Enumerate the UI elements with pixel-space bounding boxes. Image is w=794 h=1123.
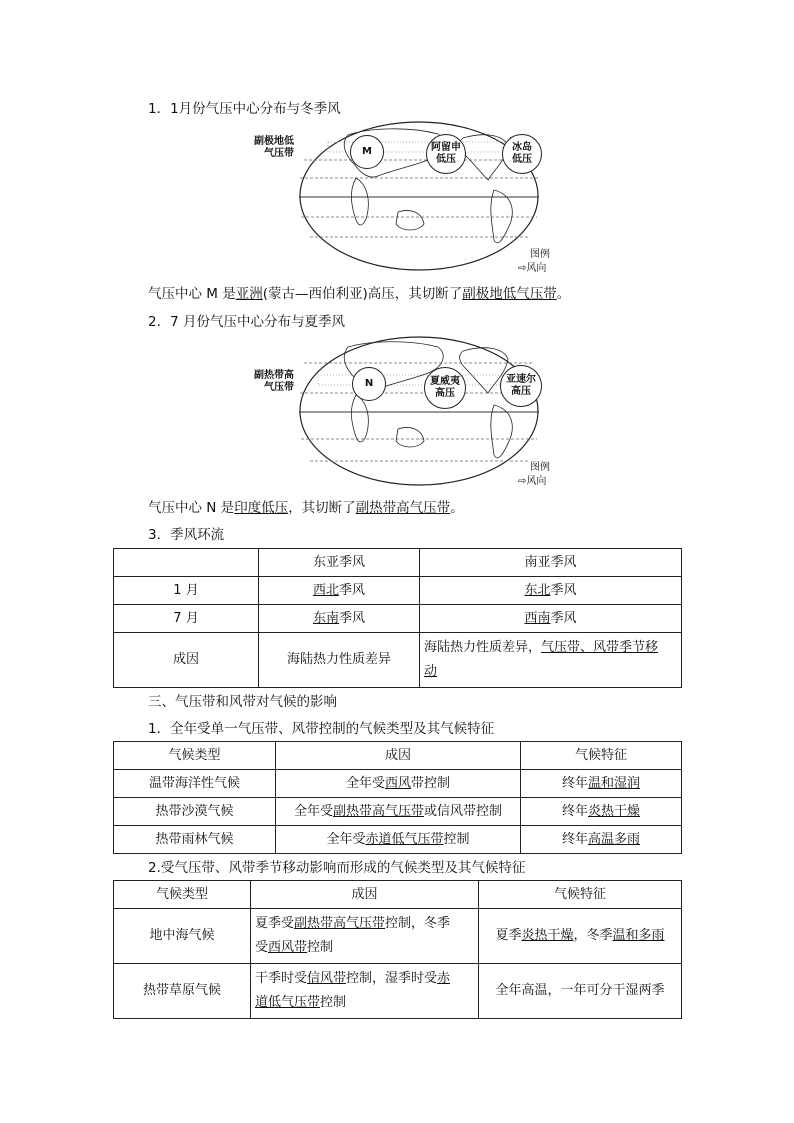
- legend-item-jan-label: 风向: [526, 263, 547, 274]
- cause-a1: 干季时受: [255, 971, 308, 986]
- feature-p1: 夏季: [495, 928, 522, 943]
- header-cell: 气候类型: [114, 742, 276, 770]
- heading-jul: 2．7 月份气压中心分布与夏季风: [148, 314, 345, 330]
- cause-au: 副热带高气压带: [294, 916, 386, 931]
- center-n-label: N: [364, 378, 374, 389]
- caption-jan-p1: 气压中心 M 是: [148, 286, 236, 302]
- belt-label-jan: [248, 136, 294, 160]
- arrow-icon: ⇨: [518, 263, 527, 274]
- map-july: [298, 335, 540, 487]
- table-row: [114, 770, 682, 798]
- heading-seasonal-shift: 2.受气压带、风带季节移动影响而形成的气候类型及其气候特征: [148, 860, 526, 876]
- cause-p1: 全年受: [293, 803, 333, 819]
- header-cell: 东亚季风: [259, 549, 420, 577]
- cause-p2: 控制: [443, 831, 470, 847]
- table-cell: [420, 633, 682, 688]
- caption-jul-p2: ，其切断了: [288, 500, 356, 516]
- table-row: [114, 826, 682, 854]
- feature-p1: 终年: [561, 803, 588, 819]
- table-cell: [420, 605, 682, 633]
- jul-east-u: 东南: [312, 610, 339, 626]
- heading-monsoon: 3．季风环流: [148, 527, 225, 543]
- cause-b2: 控制: [320, 995, 347, 1010]
- cause-u: 西风: [384, 775, 411, 791]
- feature-u1: 炎热干燥: [521, 928, 574, 943]
- belt-label-jul-1: 副热带高: [254, 370, 294, 381]
- jan-south-u: 东北: [524, 582, 551, 598]
- feature-u: 温和湿润: [588, 775, 641, 791]
- climate-type: 热带雨林气候: [114, 826, 276, 854]
- header-cell: 气候类型: [114, 881, 251, 909]
- cause-u: 赤道低气压带: [365, 831, 444, 847]
- climate-feature: [521, 826, 682, 854]
- cause-south-p: 海陆热力性质差异，: [424, 640, 542, 655]
- cause-u: 副热带高气压带: [332, 803, 424, 819]
- section-title: 三、气压带和风带对气候的影响: [148, 694, 337, 710]
- caption-jan-p2: (蒙古—西伯利亚)高压，其切断了: [262, 286, 463, 302]
- azores-label-1: 亚速尔: [506, 374, 536, 385]
- climate-feature: [521, 798, 682, 826]
- feature-u: 炎热干燥: [588, 803, 641, 819]
- single-belt-table: [113, 741, 682, 854]
- cause-a3u: 赤: [437, 971, 451, 986]
- cause-south-u2: 动: [424, 664, 438, 679]
- climate-feature: [479, 964, 682, 1019]
- pressure-center-n: [352, 367, 386, 401]
- feature-p1: 终年: [561, 831, 588, 847]
- climate-cause: [276, 770, 521, 798]
- cause-b2: 控制: [307, 940, 334, 955]
- climate-cause: [276, 826, 521, 854]
- climate-cause: [251, 964, 479, 1019]
- jan-east-t: 季风: [339, 582, 366, 598]
- caption-jan: [148, 282, 570, 302]
- pressure-center-m: [350, 135, 384, 169]
- caption-jan-p3: 。: [556, 286, 571, 302]
- climate-type: 地中海气候: [114, 909, 251, 964]
- map-january: [298, 120, 540, 272]
- belt-label-jul-2: 气压带: [264, 382, 294, 393]
- header-cell: 成因: [251, 881, 479, 909]
- climate-type: 热带草原气候: [114, 964, 251, 1019]
- table-row: [114, 742, 682, 770]
- hawaii-high: [424, 367, 466, 409]
- world-map-jul: [298, 335, 540, 487]
- iceland-label-1: 冰岛: [512, 142, 532, 153]
- center-m-label: M: [362, 146, 372, 157]
- legend-item-jan: [518, 262, 550, 276]
- legend-jul: [518, 461, 550, 489]
- table-row: [114, 798, 682, 826]
- cause-p1: 全年受: [326, 831, 366, 847]
- caption-jul-p1: 气压中心 N 是: [148, 500, 235, 516]
- row-label: 7 月: [114, 605, 259, 633]
- belt-label-jan-2: 气压带: [264, 148, 294, 159]
- legend-title-jan: 图例: [530, 249, 550, 260]
- header-cell: 成因: [276, 742, 521, 770]
- table-row: [114, 881, 682, 909]
- table-cell: [259, 577, 420, 605]
- cause-p2: 带控制: [411, 775, 451, 791]
- jul-south-u: 西南: [524, 610, 551, 626]
- caption-jul-p3: 。: [450, 500, 464, 516]
- climate-feature: [479, 909, 682, 964]
- row-label: 成因: [114, 633, 259, 688]
- cause-p2: 或信风带控制: [424, 803, 503, 819]
- legend-item-jul: [518, 475, 550, 489]
- feature-p2: 两季: [638, 983, 665, 998]
- table-cell: [259, 605, 420, 633]
- climate-type: 热带沙漠气候: [114, 798, 276, 826]
- table-row: [114, 964, 682, 1019]
- table-row: [114, 577, 682, 605]
- header-cell: 南亚季风: [420, 549, 682, 577]
- feature-u2: 温和多雨: [612, 928, 665, 943]
- cause-bu: 道低气压带: [255, 995, 321, 1010]
- aleutian-low: [426, 134, 466, 174]
- aleutian-label-1: 阿留申: [431, 142, 461, 153]
- feature-p2: ，冬季: [573, 928, 613, 943]
- feature-u1: 干湿: [612, 983, 639, 998]
- heading-jan: 1．1月份气压中心分布与冬季风: [148, 101, 341, 117]
- seasonal-shift-table: [113, 880, 682, 1019]
- feature-p1: 终年: [561, 775, 588, 791]
- cause-p1: 全年受: [345, 775, 385, 791]
- table-row: [114, 549, 682, 577]
- cause-bu: 西风带: [268, 940, 308, 955]
- hawaii-label-2: 高压: [435, 388, 455, 399]
- feature-p1: 全年高温，一年可分: [495, 983, 613, 998]
- jul-south-t: 季风: [550, 610, 577, 626]
- jul-east-t: 季风: [339, 610, 366, 626]
- legend-item-jul-label: 风向: [526, 476, 547, 487]
- cause-b1: 受: [255, 940, 269, 955]
- jan-east-u: 西北: [312, 582, 339, 598]
- belt-label-jul: [248, 370, 294, 394]
- cause-a1: 夏季受: [255, 916, 295, 931]
- belt-label-jan-1: 副极地低: [254, 136, 294, 147]
- jan-south-t: 季风: [550, 582, 577, 598]
- climate-cause: [276, 798, 521, 826]
- cause-south-u1: 气压带、风带季节移: [541, 640, 659, 655]
- cause-au: 信风带: [307, 971, 347, 986]
- legend-jan: [518, 248, 550, 276]
- legend-title-jul: 图例: [530, 462, 550, 473]
- arrow-icon: ⇨: [518, 476, 527, 487]
- aleutian-label-2: 低压: [436, 154, 456, 165]
- caption-jan-u1: 亚洲: [235, 286, 263, 302]
- caption-jul-u2: 副热带高气压带: [355, 500, 451, 516]
- header-cell: [114, 549, 259, 577]
- table-cell: [420, 577, 682, 605]
- header-cell: 气候特征: [479, 881, 682, 909]
- world-map-jan: [298, 120, 540, 272]
- header-cell: 气候特征: [521, 742, 682, 770]
- azores-label-2: 高压: [511, 386, 531, 397]
- cause-a2: 控制，冬季: [385, 916, 451, 931]
- iceland-label-2: 低压: [512, 154, 532, 165]
- feature-u: 高温多雨: [588, 831, 641, 847]
- table-cell: 海陆热力性质差异: [259, 633, 420, 688]
- climate-type: 温带海洋性气候: [114, 770, 276, 798]
- row-label: 1 月: [114, 577, 259, 605]
- climate-cause: [251, 909, 479, 964]
- caption-jul-u1: 印度低压: [234, 500, 289, 516]
- caption-jan-u2: 副极地低气压带: [462, 286, 557, 302]
- hawaii-label-1: 夏威夷: [430, 376, 460, 387]
- climate-feature: [521, 770, 682, 798]
- monsoon-table: [113, 548, 682, 688]
- table-row: [114, 633, 682, 688]
- heading-single-belt: 1．全年受单一气压带、风带控制的气候类型及其气候特征: [148, 721, 495, 737]
- caption-jul: [148, 496, 464, 516]
- azores-high: [500, 365, 542, 407]
- iceland-low: [502, 134, 542, 174]
- cause-a2: 控制，湿季时受: [346, 971, 438, 986]
- table-row: [114, 909, 682, 964]
- table-row: [114, 605, 682, 633]
